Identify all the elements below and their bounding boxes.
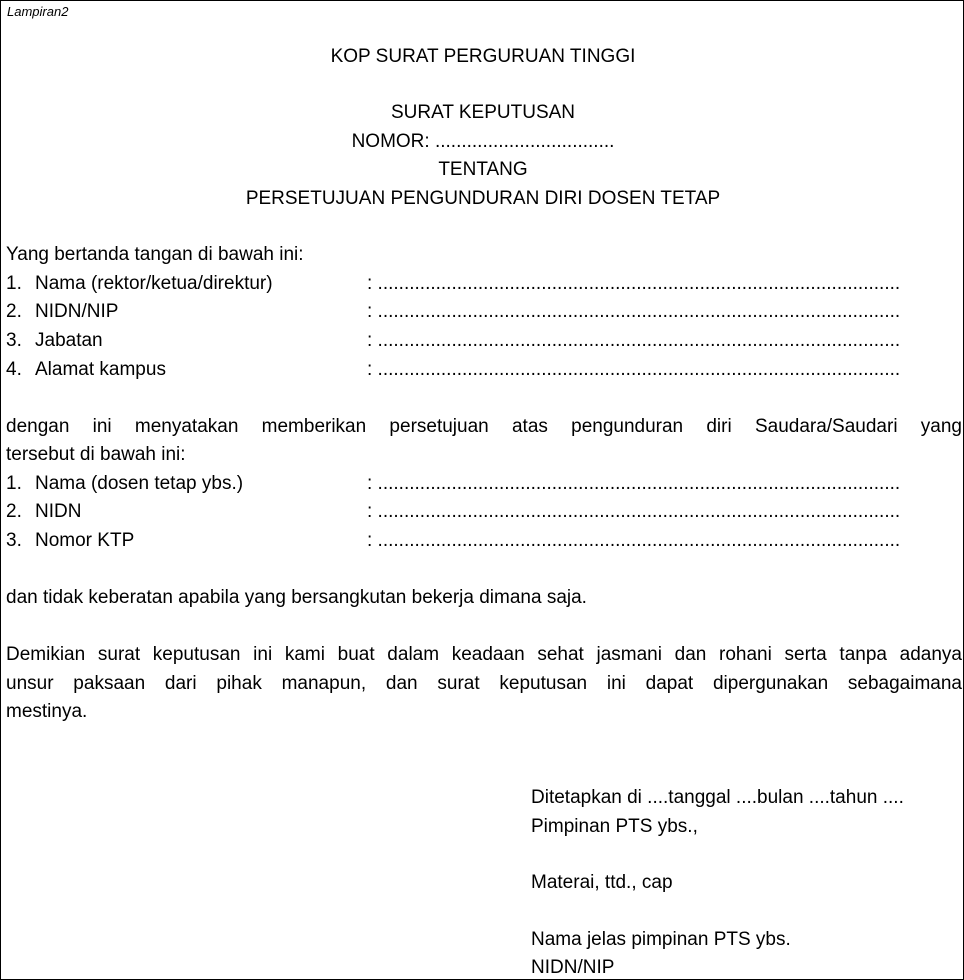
signature-seal: Materai, ttd., cap bbox=[531, 872, 673, 893]
no-objection-statement: dan tidak keberatan apabila yang bersangkutan bekerja dimana saja. bbox=[6, 587, 587, 608]
field-label: Alamat kampus bbox=[35, 359, 166, 380]
field-number: 2. bbox=[6, 301, 22, 322]
signature-position: Pimpinan PTS ybs., bbox=[531, 816, 698, 837]
field-blank: : ................................................................................................... bbox=[367, 530, 901, 551]
signature-id: NIDN/NIP bbox=[531, 957, 615, 978]
field-label: Nomor KTP bbox=[35, 530, 135, 551]
signature-place-date: Ditetapkan di ....tanggal ....bulan ....tahun .... bbox=[531, 787, 904, 808]
field-label: NIDN/NIP bbox=[35, 301, 119, 322]
field-number: 2. bbox=[6, 501, 22, 522]
field-blank: : ................................................................................................... bbox=[367, 330, 901, 351]
document-subject: PERSETUJUAN PENGUNDURAN DIRI DOSEN TETAP bbox=[245, 188, 721, 209]
field-label: Jabatan bbox=[35, 330, 103, 351]
field-label: NIDN bbox=[35, 501, 82, 522]
field-number: 1. bbox=[6, 473, 22, 494]
attachment-label: Lampiran2 bbox=[7, 4, 69, 19]
field-number: 1. bbox=[6, 273, 22, 294]
field-number: 3. bbox=[6, 330, 22, 351]
document-title: SURAT KEPUTUSAN bbox=[390, 102, 576, 123]
signer-intro: Yang bertanda tangan di bawah ini: bbox=[6, 244, 304, 265]
field-blank: : ................................................................................................... bbox=[367, 301, 901, 322]
closing-line: mestinya. bbox=[6, 701, 88, 722]
signature-name: Nama jelas pimpinan PTS ybs. bbox=[531, 929, 791, 950]
closing-line: unsur paksaan dari pihak manapun, dan surat keputusan ini dapat dipergunakan sebagaimana bbox=[6, 673, 962, 694]
field-blank: : ................................................................................................... bbox=[367, 273, 901, 294]
about-heading: TENTANG bbox=[438, 159, 528, 180]
field-label: Nama (rektor/ketua/direktur) bbox=[35, 273, 273, 294]
field-label: Nama (dosen tetap ybs.) bbox=[35, 473, 244, 494]
letterhead: KOP SURAT PERGURUAN TINGGI bbox=[330, 46, 636, 67]
statement-line: dengan ini menyatakan memberikan persetujuan atas pengunduran diri Saudara/Saudari yang bbox=[6, 416, 962, 437]
field-number: 4. bbox=[6, 359, 22, 380]
document-number: NOMOR: .................................. bbox=[351, 131, 615, 152]
closing-line: Demikian surat keputusan ini kami buat dalam keadaan sehat jasmani dan rohani serta tanpa adanya bbox=[6, 644, 962, 665]
field-blank: : ................................................................................................... bbox=[367, 359, 901, 380]
field-blank: : ................................................................................................... bbox=[367, 473, 901, 494]
statement-line: tersebut di bawah ini: bbox=[6, 444, 186, 465]
field-number: 3. bbox=[6, 530, 22, 551]
field-blank: : ................................................................................................... bbox=[367, 501, 901, 522]
